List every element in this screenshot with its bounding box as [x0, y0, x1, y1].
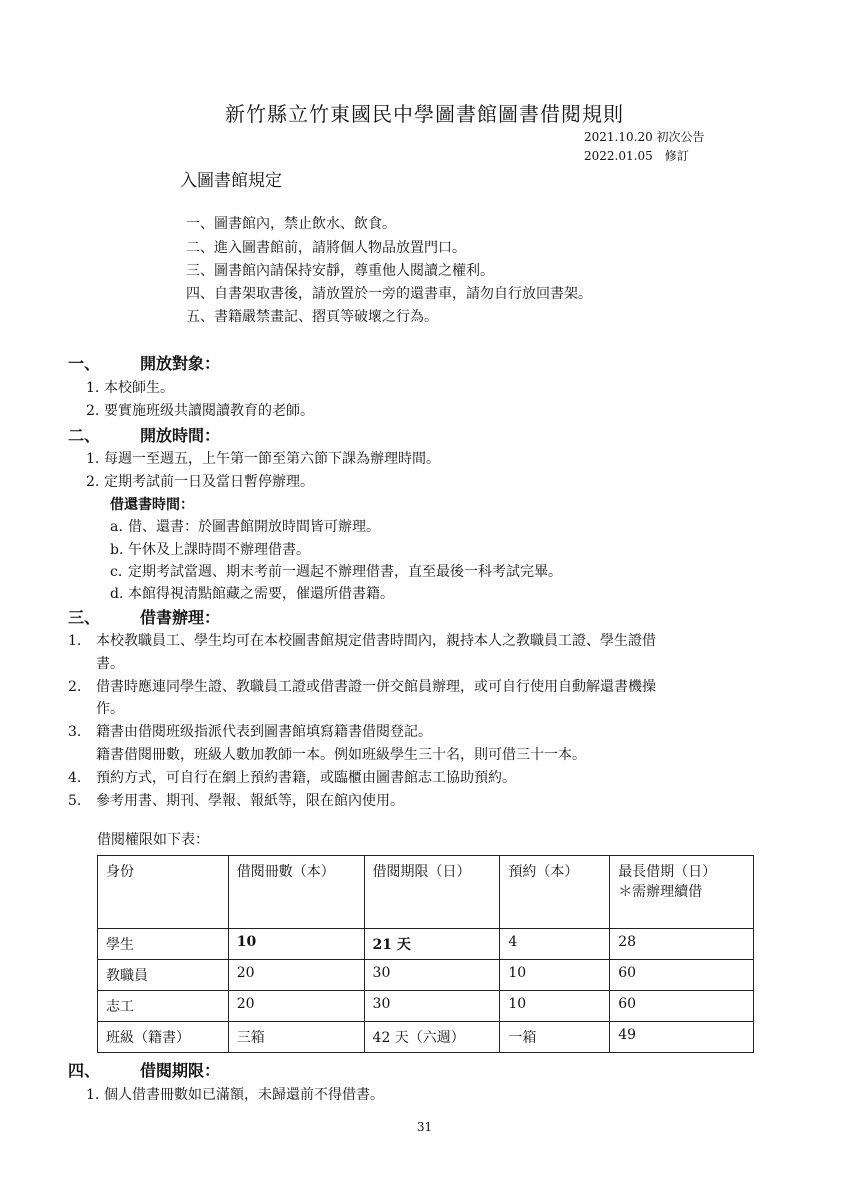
- section-3-item-2: 2. 借書時應連同學生證、教職員工證或借書證一併交館員辦理，或可自行使用自動解還書機操: [68, 679, 656, 695]
- entry-heading: 入圖書館規定: [180, 171, 282, 191]
- table-row: [98, 991, 754, 1022]
- section-3-item-3-cont: 籍書借閱冊數，班級人數加教師一本。例如班級學生三十名，則可借三十一本。: [96, 747, 586, 763]
- table-cell: 30: [364, 960, 500, 991]
- table-cell: 42 天（六週）: [364, 1022, 500, 1053]
- section-2-item-2: 2. 定期考試前一日及當日暫停辦理。: [86, 474, 314, 490]
- section-2-number: 二、: [68, 426, 101, 445]
- borrow-return-time-heading: 借還書時間：: [110, 497, 194, 513]
- table-cell: 20: [228, 960, 364, 991]
- section-3-number: 三、: [68, 608, 101, 627]
- table-cell: 學生: [98, 929, 229, 960]
- section-3-title: 借書辦理：: [140, 608, 221, 627]
- section-3-item-1-cont: 書。: [96, 656, 124, 672]
- section-4-number: 四、: [68, 1061, 101, 1080]
- section-1-number: 一、: [68, 354, 101, 373]
- section-3-item-3: 3. 籍書由借閱班级指派代表到圖書館填寫籍書借閱登記。: [68, 724, 432, 740]
- section-3-item-1: 1. 本校教職員工、學生均可在本校圖書館規定借書時間內，親持本人之教職員工證、學生證借: [68, 633, 656, 649]
- entry-rule-4: 四、自書架取書後，請放置於一旁的還書車，請勿自行放回書架。: [186, 286, 592, 302]
- section-2-sub-item-b: b. 午休及上課時間不辦理借書。: [110, 542, 310, 558]
- table-cell: 60: [610, 991, 754, 1022]
- section-3-item-4: 4. 預約方式，可自行在網上預約書籍，或臨櫃由圖書館志工協助預約。: [68, 770, 516, 786]
- page-number: 31: [416, 1120, 433, 1134]
- header-borrow-period: 借閱期限（日）: [364, 856, 500, 929]
- table-cell: 志工: [98, 991, 229, 1022]
- table-header-row: [98, 856, 754, 929]
- document-title: 新竹縣立竹東國民中學圖書館圖書借閱規則: [225, 102, 624, 126]
- table-row: [98, 960, 754, 991]
- entry-rule-2: 二、進入圖書館前，請將個人物品放置門口。: [186, 240, 466, 256]
- section-2-sub-item-a: a. 借、還書：於圖書館開放時間皆可辦理。: [110, 519, 380, 535]
- table-cell: 49: [610, 1022, 754, 1053]
- section-2-sub-item-d: d. 本館得視清點館藏之需要，催還所借書籍。: [110, 586, 394, 602]
- table-cell: 4: [500, 929, 610, 960]
- table-cell: 10: [500, 960, 610, 991]
- section-3-item-2-cont: 作。: [96, 701, 124, 717]
- date-revised: 2022.01.05 修訂: [584, 149, 689, 163]
- section-4-item-1: 1. 個人借書冊數如已滿額，未歸還前不得借書。: [86, 1087, 384, 1103]
- table-cell: 10: [228, 929, 364, 960]
- section-3-item-5: 5. 參考用書、期刊、學報、報紙等，限在館內使用。: [68, 793, 404, 809]
- section-1-item-1: 1. 本校師生。: [86, 380, 174, 396]
- section-4-title: 借閱期限：: [140, 1061, 221, 1080]
- header-borrow-count: 借閱冊數（本）: [228, 856, 364, 929]
- table-cell: 20: [228, 991, 364, 1022]
- section-2-sub-item-c: c. 定期考試當週、期末考前一週起不辦理借書，直至最後一科考試完畢。: [110, 564, 562, 580]
- table-cell: 30: [364, 991, 500, 1022]
- table-caption: 借閱權限如下表：: [97, 832, 209, 848]
- table-row: [98, 929, 754, 960]
- header-reservation: 預約（本）: [500, 856, 610, 929]
- date-announced: 2021.10.20 初次公告: [584, 130, 705, 144]
- section-1-heading: [68, 351, 220, 374]
- section-2-item-1: 1. 每週一至週五，上午第一節至第六節下課為辦理時間。: [86, 451, 440, 467]
- entry-rule-5: 五、書籍嚴禁畫記、摺頁等破壞之行為。: [186, 309, 438, 325]
- table-cell: 教職員: [98, 960, 229, 991]
- header-max-period: 最長借期（日） ＊需辦理續借: [610, 856, 754, 929]
- table-cell: 班級（籍書）: [98, 1022, 229, 1053]
- section-1-item-2: 2. 要實施班级共讀閱讀教育的老師。: [86, 403, 314, 419]
- entry-rule-3: 三、圖書館內請保持安靜，尊重他人閱讀之權利。: [186, 263, 494, 279]
- section-2-heading: [68, 423, 220, 446]
- table-cell: 一箱: [500, 1022, 610, 1053]
- section-3-heading: [68, 605, 220, 628]
- table-cell: 10: [500, 991, 610, 1022]
- table-cell: 三箱: [228, 1022, 364, 1053]
- header-renewal-note: ＊需辦理續借: [618, 884, 703, 900]
- section-1-title: 開放對象：: [140, 354, 221, 373]
- section-2-title: 開放時間：: [140, 426, 221, 445]
- table-cell: 28: [610, 929, 754, 960]
- table-cell: 21 天: [364, 929, 500, 960]
- table-row: [98, 1022, 754, 1053]
- borrow-permission-table: [97, 855, 754, 1053]
- table-cell: 60: [610, 960, 754, 991]
- header-identity: 身份: [98, 856, 229, 929]
- section-4-heading: [68, 1058, 220, 1081]
- entry-rule-1: 一、圖書館內，禁止飲水、飲食。: [186, 216, 396, 232]
